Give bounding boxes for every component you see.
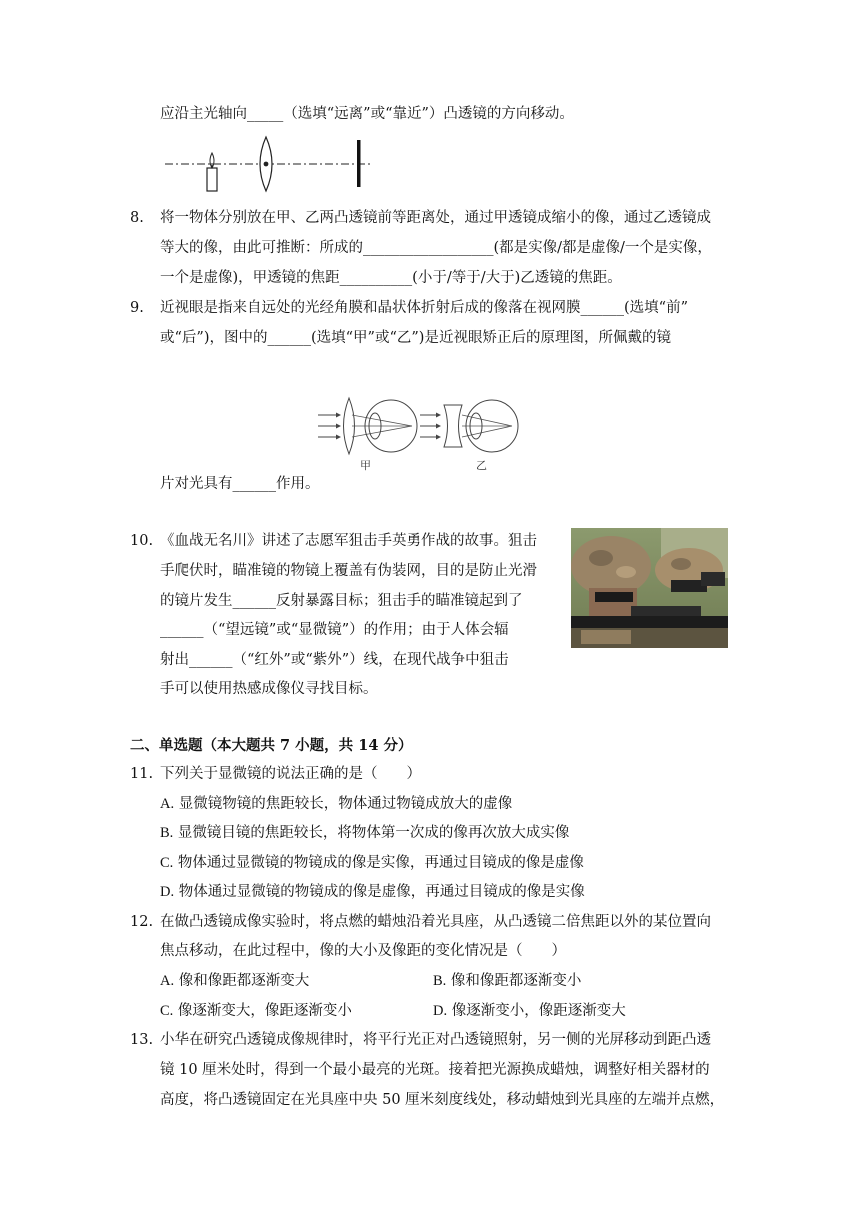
option-label: D. [160,884,175,900]
q8-line: 一个是虚像)，甲透镜的焦距__________(小于/等于/大于)乙透镜的焦距。 [160,270,622,286]
screen-icon [357,140,361,187]
q12-option-c [160,1001,352,1021]
q12-option-d [433,1001,626,1021]
q9-line: 片对光具有______作用。 [160,476,320,492]
option-text: 像和像距都逐渐变大 [178,973,310,989]
option-text: 显微镜物镜的焦距较长，物体通过物镜成放大的虚像 [178,796,513,812]
sniper-photo [571,528,728,648]
option-label: D. [433,1003,448,1019]
label-jia: 甲 [360,459,371,472]
q10-number: 10. [130,533,154,549]
q12-line: 焦点移动，在此过程中，像的大小及像距的变化情况是（ ） [160,943,566,959]
option-label: A. [160,796,175,812]
option-text: 物体通过显微镜的物镜成的像是虚像，再通过目镜成的像是实像 [178,884,585,900]
diagram-jia [318,398,417,472]
section-title: 二、单选题（本大题共 7 小题，共 14 分） [130,737,413,754]
q8-line: 等大的像，由此可推断：所成的__________________(都是实像/都是虚像/一个是实像， [160,240,712,256]
option-label: B. [160,825,174,841]
option-text: 物体通过显微镜的物镜成的像是实像，再通过目镜成的像是虚像 [177,855,584,871]
q9-line: 或“后”)，图中的______(选填“甲”或“乙”)是近视眼矫正后的原理图，所佩戴的镜 [160,330,671,346]
eye-correction-diagram [316,393,556,473]
q8-number: 8. [130,210,144,226]
label-yi: 乙 [476,459,487,472]
q13-line: 小华在研究凸透镜成像规律时，将平行光正对凸透镜照射，另一侧的光屏移动到距凸透 [160,1032,711,1048]
option-label: A. [160,973,175,989]
q12-option-b [433,971,581,991]
q12-number: 12. [130,914,154,930]
q12-option-a [160,971,309,991]
q11-number: 11. [130,766,154,782]
q13-line: 高度，将凸透镜固定在光具座中央 50 厘米刻度线处，移动蜡烛到光具座的左端并点燃， [160,1092,725,1108]
optical-bench-figure [160,135,380,195]
option-text: 像逐渐变小，像距逐渐变大 [451,1003,626,1019]
convex-lens-icon [260,137,272,191]
q13-number: 13. [130,1032,154,1048]
q9-number: 9. [130,300,144,316]
q11-stem: 下列关于显微镜的说法正确的是（ ） [160,766,421,782]
option-label: B. [433,973,447,989]
option-text: 像逐渐变大，像距逐渐变小 [177,1003,352,1019]
q8-line: 将一物体分别放在甲、乙两凸透镜前等距离处，通过甲透镜成缩小的像，通过乙透镜成 [160,210,711,226]
q12-line: 在做凸透镜成像实验时，将点燃的蜡烛沿着光具座，从凸透镜二倍焦距以外的某位置向 [160,914,711,930]
q7-line: 应沿主光轴向_____（选填“远离”或“靠近”）凸透镜的方向移动。 [160,106,574,122]
q11-option-a [160,794,512,814]
q10-line: 《血战无名川》讲述了志愿军狙击手英勇作战的故事。狙击 [160,533,537,549]
concave-lens-icon [444,405,462,447]
q11-option-d [160,882,585,902]
q9-line: 近视眼是指来自远处的光经角膜和晶状体折射后成的像落在视网膜______(选填“前” [160,300,688,316]
option-label: C. [160,1003,174,1019]
option-text: 像和像距都逐渐变小 [450,973,582,989]
q11-option-c [160,853,584,873]
option-label: C. [160,855,174,871]
diagram-yi [420,400,518,472]
q10-line: 手爬伏时，瞄准镜的物镜上覆盖有伪装网，目的是防止光滑 [160,563,537,579]
q11-option-b [160,823,569,843]
q10-line: ______（“望远镜”或“显微镜”）的作用；由于人体会辐 [160,622,509,638]
candle-icon [207,153,217,191]
q10-line: 射出______（“红外”或“紫外”）线，在现代战争中狙击 [160,652,509,668]
option-text: 显微镜目镜的焦距较长，将物体第一次成的像再次放大成实像 [177,825,570,841]
q13-line: 镜 10 厘米处时，得到一个最小最亮的光斑。接着把光源换成蜡烛，调整好相关器材的 [160,1062,710,1078]
q10-line: 手可以使用热感成像仪寻找目标。 [160,681,378,697]
q10-line: 的镜片发生______反射暴露目标；狙击手的瞄准镜起到了 [160,593,523,609]
